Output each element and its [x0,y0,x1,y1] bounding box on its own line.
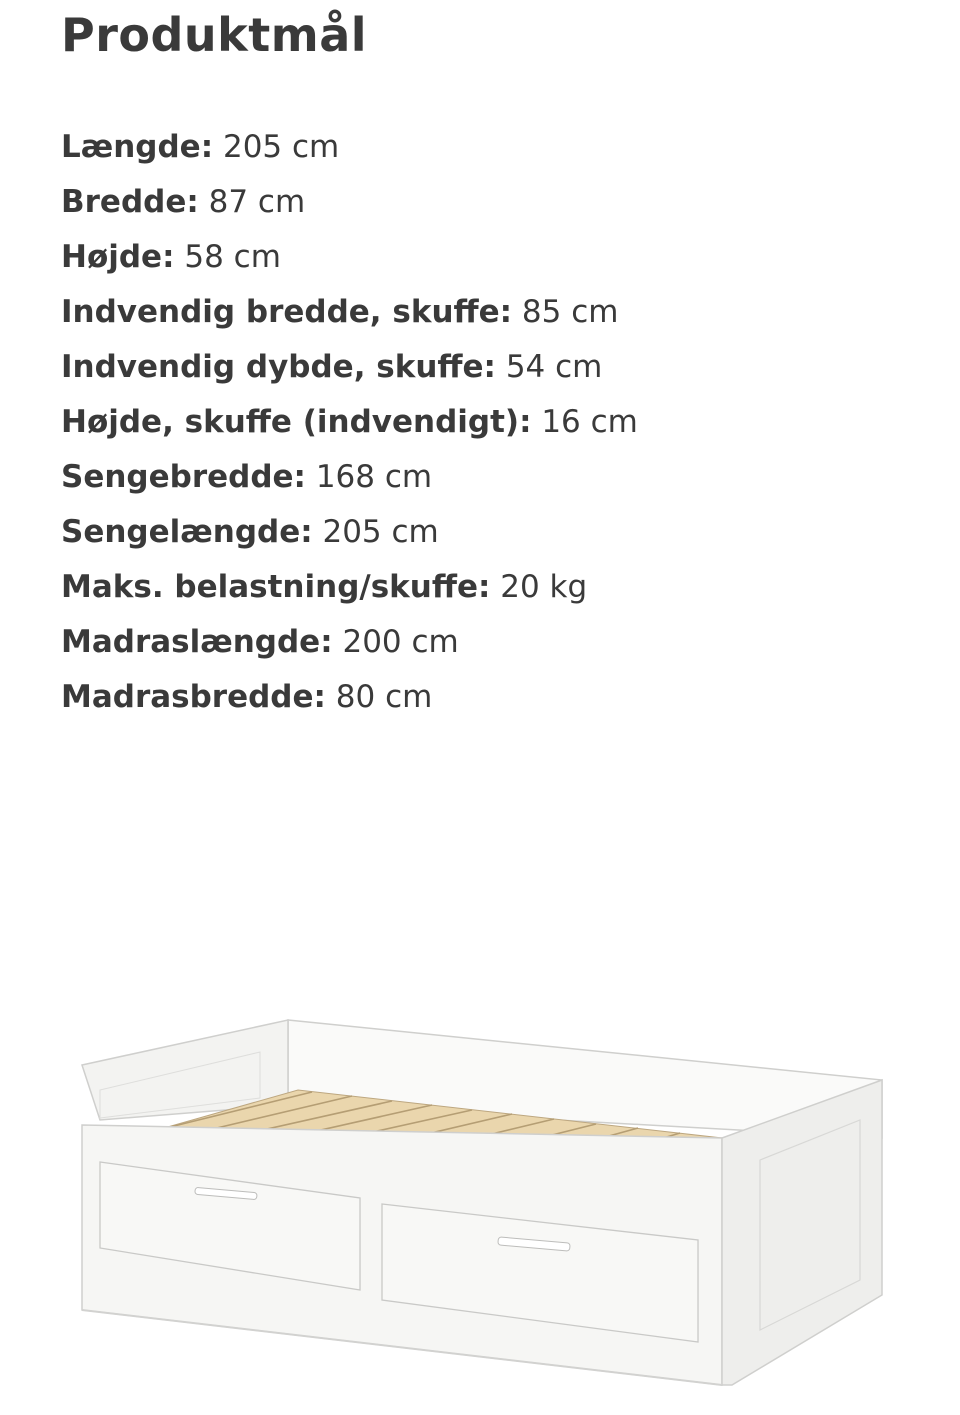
dimension-row-bed-width [61,450,638,505]
dimension-row-length [61,120,638,175]
dimension-label: Indvendig dybde, skuffe: [61,349,496,385]
dimension-row-drawer-inner-width [61,285,638,340]
dimension-row-max-load-drawer [61,560,638,615]
dimension-label: Indvendig bredde, skuffe: [61,294,513,330]
dimension-value: 16 cm [541,404,638,440]
dimension-label: Højde, skuffe (indvendigt): [61,404,532,440]
dimension-label: Højde: [61,239,175,275]
dimensions-list [61,120,638,725]
dimension-row-mattress-width [61,670,638,725]
dimension-value: 54 cm [505,349,603,385]
dimension-label: Madraslængde: [61,624,333,660]
dimension-label: Madrasbredde: [61,679,326,715]
dimension-value: 20 kg [500,569,588,605]
dimension-row-height [61,230,638,285]
dimension-row-width [61,175,638,230]
dimension-value: 85 cm [521,294,619,330]
dimension-value: 87 cm [208,184,306,220]
dimension-label: Sengebredde: [61,459,306,495]
dimension-label: Sengelængde: [61,514,313,550]
dimension-row-drawer-inner-depth [61,340,638,395]
dimension-value: 80 cm [335,679,433,715]
dimension-label: Bredde: [61,184,199,220]
daybed-product-image [60,990,920,1410]
dimension-value: 205 cm [322,514,439,550]
dimension-label: Længde: [61,129,214,165]
dimension-label: Maks. belastning/skuffe: [61,569,491,605]
dimension-value: 58 cm [184,239,281,275]
dimension-row-bed-length [61,505,638,560]
dimension-value: 200 cm [342,624,459,660]
dimension-value: 168 cm [315,459,433,495]
dimension-row-mattress-length [61,615,638,670]
page-title: Produktmål [61,8,367,62]
dimension-value: 205 cm [222,129,340,165]
dimension-row-drawer-inner-height [61,395,638,450]
